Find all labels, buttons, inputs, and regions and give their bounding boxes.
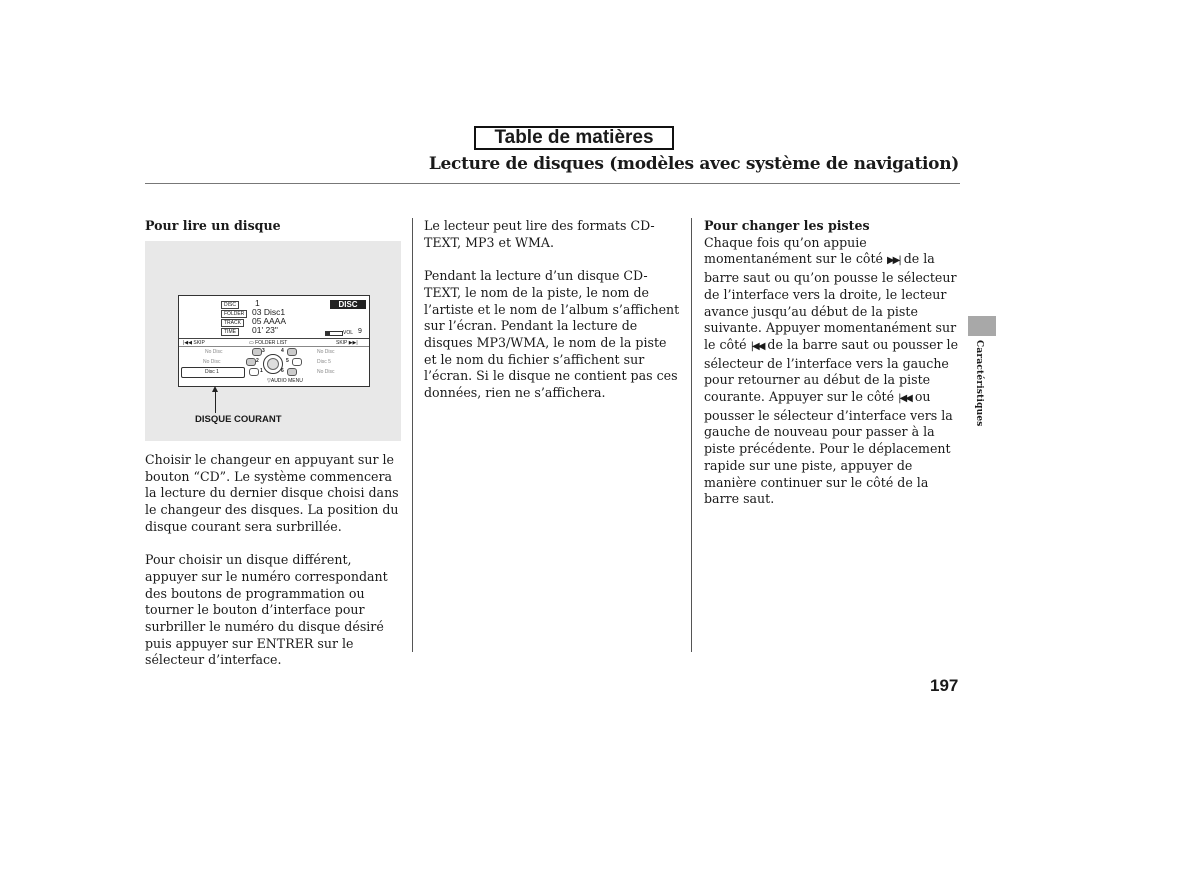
chapter-tab-marker [968,316,996,336]
skip-forward-icon: ▶▶| [886,255,900,267]
skip-back-icon: |◀◀ [750,340,764,352]
preset-3[interactable]: 3 [262,348,265,354]
track-value: 05 AAAA [252,316,287,326]
track-tag: TRACK [221,319,244,327]
interface-dial-knob[interactable] [263,354,283,374]
preset-4[interactable]: 4 [281,348,284,354]
middle-column [424,218,680,402]
right-column [704,218,960,508]
chapter-tab-label: Caractéristiques [974,340,984,427]
skip-back-icon: |◀◀ [183,340,194,346]
slot-4-status: No Disc [317,349,335,355]
preset-6[interactable]: 6 [281,368,284,374]
left-paragraph-1: Choisir le changeur en appuyant sur le bouton “CD”. Le système commencera la lecture du dernier disque choisi dans le changeur des disques. La position du disque courant sera surbrillée. [145,452,399,534]
figure-caption: DISQUE COURANT [195,414,282,425]
slot-2-status: No Disc [203,359,221,365]
left-paragraph-2: Pour choisir un disque différent, appuyer sur le numéro correspondant des boutons de programmation ou tourner le bouton d’interface pour surbriller le numéro du disque désiré puis appuyer sur ENTRER sur le sélecteur d’interface. [145,552,388,668]
cd-display-figure [145,241,401,441]
page-number: 197 [930,676,959,695]
right-paragraph: Chaque fois qu’on appuie momentanément sur le côté ▶▶| de la barre saut ou qu’on pousse le sélecteur de l’interface vers la droite, le lecteur avance jusqu’au début de la piste suivante. Appuyer momentanément sur le côté |◀◀ de la barre saut ou pousser le sélecteur de l’interface vers la gauche pour retourner au début de la piste courante. Appuyer sur le côté |◀◀ ou pousser le sélecteur d’interface vers la gauche de nouveau pour passer à la piste précédente. Pour le déplacement rapide sur une piste, appuyer de manière continuer sur le côté de la barre saut. [704,234,959,507]
page-title: Lecture de disques (modèles avec système de navigation) [428,154,959,174]
folder-icon: ▭ [249,340,256,346]
time-tag: TIME [221,328,239,336]
screen-divider [179,338,369,339]
volume-bar [325,331,343,336]
skip-right-label[interactable]: SKIP ▶▶| [336,340,358,346]
folder-list-label[interactable]: ▭ FOLDER LIST [249,340,288,346]
column-divider-left [412,218,413,652]
audio-menu-label[interactable]: ▽AUDIO MENU [267,378,303,384]
table-of-contents-button[interactable]: Table de matières [474,126,674,150]
folder-value: 03 Disc1 [252,307,286,317]
folder-tag: FOLDER [221,310,247,318]
preset-2[interactable]: 2 [256,358,259,364]
disc-tag: DISC [221,301,239,309]
disc-mode-badge: DISC [330,300,366,309]
slot-1-pill [249,368,259,376]
vol-label: VOL [343,330,354,336]
column-divider-right [691,218,692,652]
section-heading: Pour lire un disque [145,218,281,233]
preset-5[interactable]: 5 [286,358,289,364]
slot-4-pill [287,348,297,356]
slot-3-pill [252,348,262,356]
middle-paragraph-2: Pendant la lecture d’un disque CD-TEXT, le nom de la piste, le nom de l’artiste et le nom de l’album s’affichent sur l’écran. Pendant la lecture de disques MP3/WMA, le nom de la piste et le nom du fichier s’affichent sur l’écran. Si le disque ne contient pas ces données, rien ne s’affichera. [424,268,680,401]
caption-pointer-line [215,389,216,413]
skip-back-icon: |◀◀ [898,393,911,405]
left-column [145,218,401,235]
slot-5-status: Disc 5 [317,359,331,365]
left-column-body [145,452,401,669]
skip-forward-icon: ▶▶| [347,340,358,346]
slot-6-pill [287,368,297,376]
screen-divider-2 [179,346,369,347]
slot-2-pill [246,358,256,366]
middle-paragraph-1: Le lecteur peut lire des formats CD-TEXT, MP3 et WMA. [424,218,655,250]
slot-1-status: Disc 1 [205,369,219,375]
slot-5-pill [292,358,302,366]
right-section-heading: Pour changer les pistes [704,218,870,233]
vol-value: 9 [358,328,362,335]
slot-3-status: No Disc [205,349,223,355]
header-rule [145,183,960,184]
skip-left-label[interactable]: |◀◀ SKIP [183,340,205,346]
display-screen [178,295,370,387]
preset-1[interactable]: 1 [260,368,263,374]
dial-center [267,358,279,370]
slot-6-status: No Disc [317,369,335,375]
time-value: 01' 23" [252,325,278,335]
disc-value: 1 [255,298,260,308]
down-arrow-icon: ▽ [267,378,271,384]
